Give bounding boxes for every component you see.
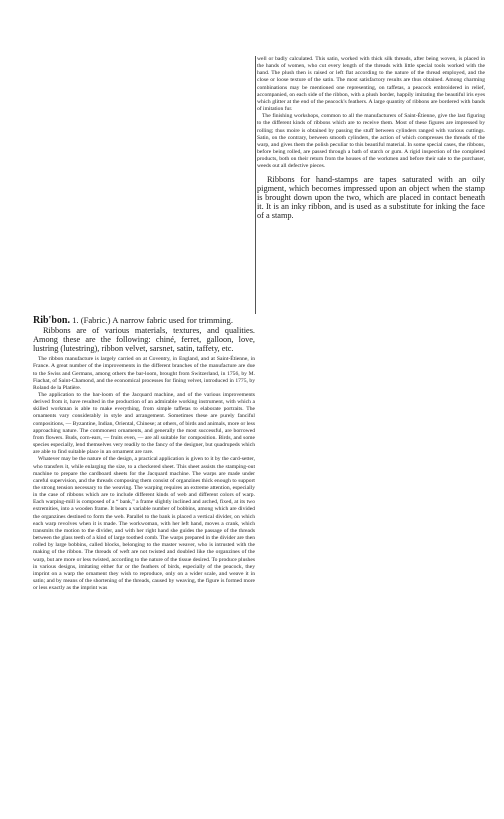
right-small-text: [257, 56, 485, 171]
paragraph-hand-stamp-ribbons: Ribbons for hand-stamps are tapes saturated with an oily pigment, which becomes impressed upon an object when the stamp is brought down upon the two, which are placed in contact beneath it. It is an inky ribbon, and is used as a substitute for inking the face of a stamp.: [257, 174, 485, 221]
paragraph-finishing-workshops: The finishing workshops, common to all the manufacturers of Saint-Étienne, give the last figuring to the different kinds of ribbons which are to receive them. Most of these figures are impressed by rolling; thus moire is obtained by passing the stuff between cylinders ranged with various cuttings. Satin, on the contrary, between smooth cylinders, the action of which compresses the threads of the warp, and gives them the polish peculiar to this beautiful material. In some special cases, the ribbons, before being rolled, are passed through a bath of starch or gum. A rigid inspection of the completed products, both on their return from the houses of the workmen and before their sale to the purchaser, weeds out all defective pieces.: [257, 113, 485, 170]
column-rule: [255, 56, 256, 314]
paragraph-design-warping: Whatever may be the nature of the design, a practical application is given to it by the card-setter, who transfers it, while enlarging the size, to a checkered sheet. This sheet assists the stamping-out machine to prepare the cardboard sheets for the Jacquard machine. The warps are made under careful supervision, and the threads composing them consist of organzines thick enough to support the strong tension necessary to the weaving. The warping requires an extreme attention, especially in the case of ribbons which are to include different kinds of web and different colors of warp. Each warping-mill is composed of a “ bank,” a frame slightly inclined and arched, fixed, at its two extremities, into a wooden frame. It bears a variable number of bobbins, among which are divided the organzines destined to form the web. Parallel to the bank is placed a vertical divider, on which each warp revolves when it is made. The workwoman, with her left hand, moves a crank, which transmits the motion to the divider, and with her right hand she guides the passage of the threads between the glass teeth of a kind of large toothed comb. The warps prepared in the divider are then rolled by large bobbins, called blocks, belonging to the master weaver, who is intrusted with the making of the ribbon. The threads of weft are not twisted and doubled like the organzines of the warp, but are more or less twisted, according to the nature of the tissue desired. To produce plushes in various designs, imitating either fur or the feathers of birds, especially of the peacock, they imprint on a warp the ornament they wish to reproduce, only on a wider scale, and weave it in satin; and by means of the shortening of the threads, caused by weaving, the figure is formed more or less exactly as the imprint was: [33, 456, 255, 592]
left-small-text: [33, 356, 255, 592]
definition: 1. (Fabric.) A narrow fabric used for trimming.: [69, 315, 233, 325]
paragraph-satin-plush: well or badly calculated. This satin, worked with thick silk threads, after being woven, is placed in the hands of women, who cut every length of the threads with little special tools worked with the hand. The plush then is raised or left flat according to the nature of the thread employed, and the close or loose texture of the satin. The most satisfactory results are thus obtained. Among charming combinations may be mentioned one representing, on taffetas, a peacock embroidered in relief, accompanied, on each side of the ribbon, with a plush border, happily imitating the beautiful iris eyes which glitter at the end of the peacock's feathers. A large quantity of ribbons are bordered with bands of imitation fur.: [257, 56, 485, 113]
paragraph-intro: Ribbons are of various materials, textures, and qualities. Among these are the following: chiné, ferret, galloon, love, lustring (lutestring), ribbon velvet, sarsnet, satin, taffety, etc.: [33, 325, 255, 353]
left-column: [33, 316, 255, 592]
intro-text: [33, 326, 255, 354]
right-column: [257, 56, 485, 221]
headword: Rib'bon.: [33, 315, 70, 326]
right-large-text: [257, 175, 485, 221]
paragraph-jacquard: The application to the bar-loom of the Jacquard machine, and of the various improvements derived from it, have resulted in the production of an admirable working instrument, with which a skilled workman is able to make everything, from simple taffetas to elaborate portraits. The ornaments vary considerably in style and arrangement. Sometimes these are purely fanciful compositions, — Byzantine, Indian, Oriental, Chinese; at others, of birds and animals, more or less approaching nature. The commonest ornaments, and generally the most successful, are borrowed from flowers. Buds, corn-ears, — fruits even, — are all suitable for composition. Birds, and some species especially, lend themselves very readily to the fancy of the designer, but quadrupeds which are able to find suitable place in an ornament are rare.: [33, 391, 255, 456]
paragraph-manufacture: The ribbon manufacture is largely carried on at Coventry, in England, and at Saint-Étienne, in France. A great number of the improvements in the different branches of the manufacture are due to the Swiss and Germans, among others the bar-loom, brought from Switzerland, in 1756, by M. Fiachat, of Saint-Chamond, and the economical processes for fining velvet, introduced in 1775, by Roland de la Platière.: [33, 356, 255, 391]
entry-heading: [33, 316, 255, 326]
